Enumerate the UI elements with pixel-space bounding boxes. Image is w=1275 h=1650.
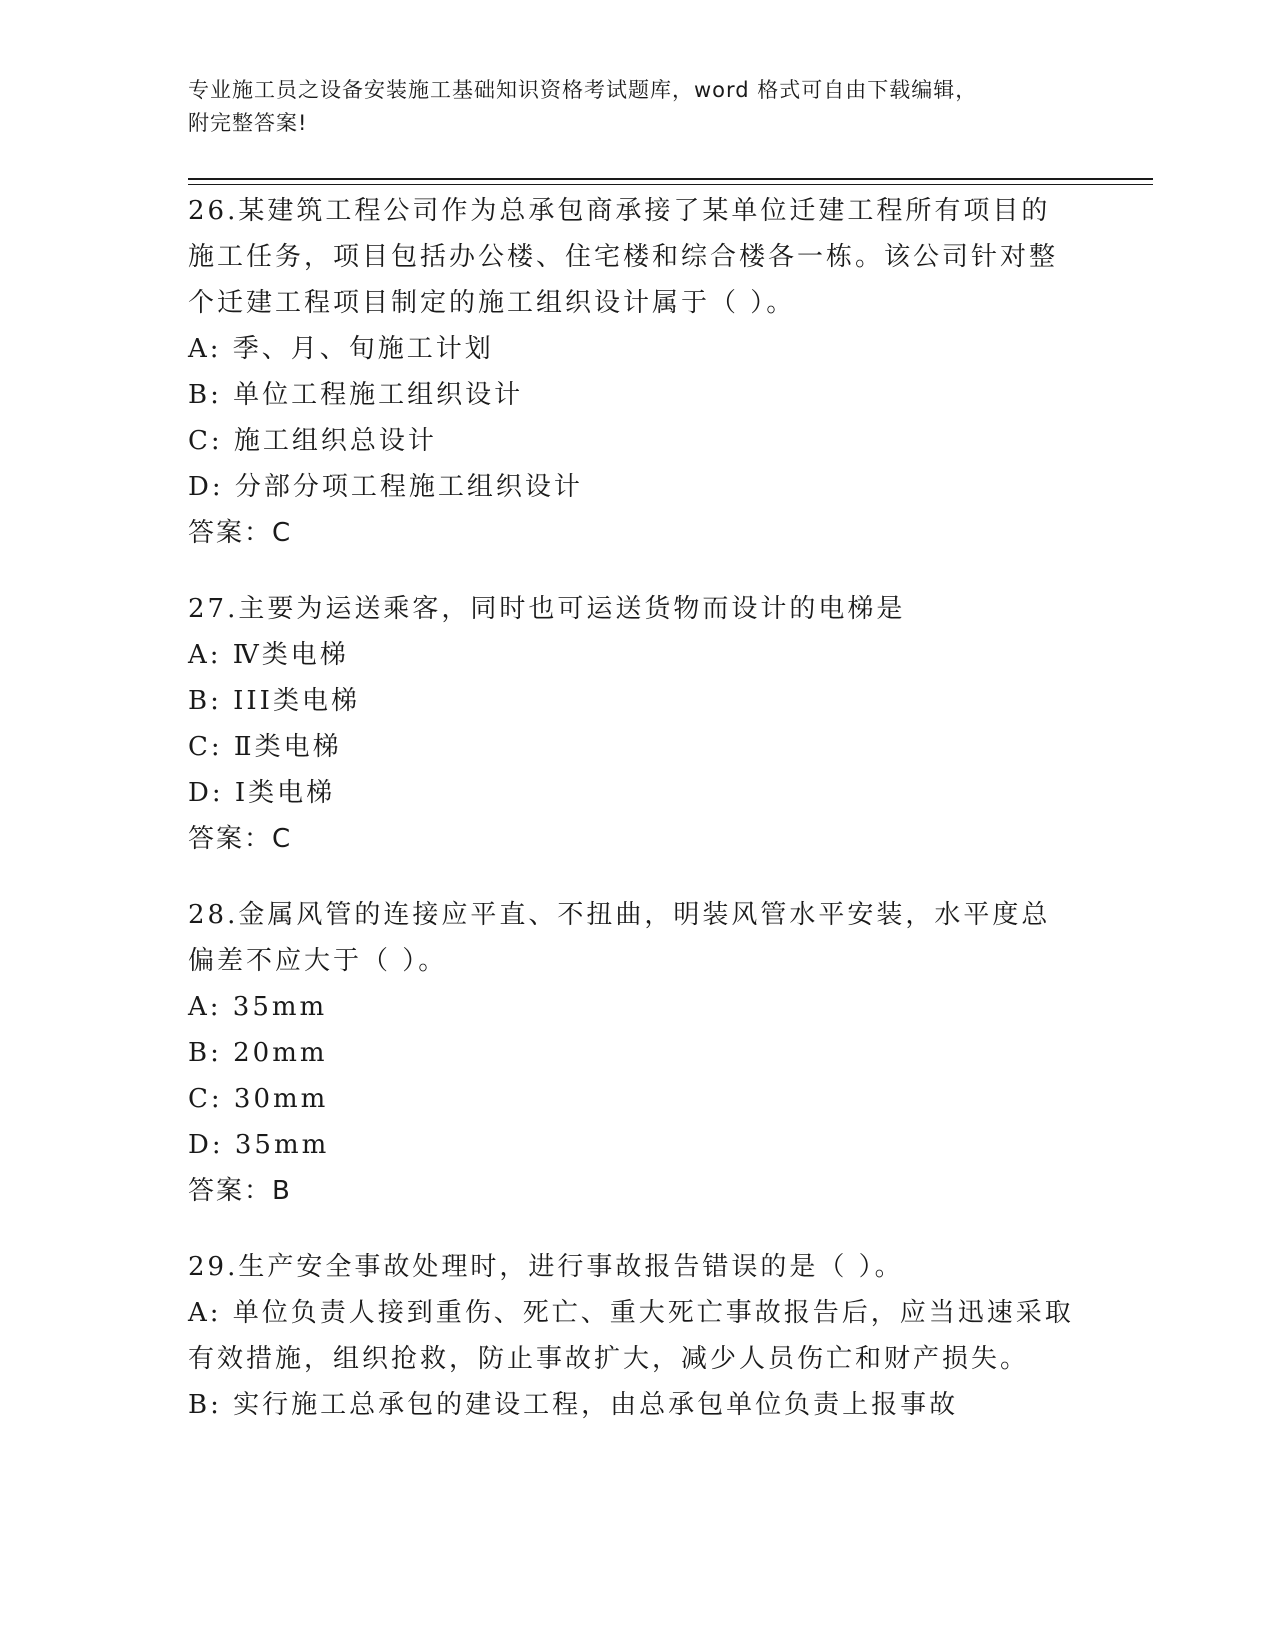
option-a: A: 单位负责人接到重伤、死亡、重大死亡事故报告后，应当迅速采取有效措施，组织抢救，防止事故扩大，减少人员伤亡和财产损失。 — [188, 1298, 1074, 1374]
option-a: A: 35mm — [188, 992, 328, 1022]
header-rule-thin — [188, 184, 1153, 185]
answer-line: 答案：C — [188, 518, 293, 548]
option-d: D: 35mm — [188, 1130, 330, 1160]
question-stem: 26.某建筑工程公司作为总承包商承接了某单位迁建工程所有项目的施工任务，项目包括办公楼、住宅楼和综合楼各一栋。该公司针对整个迁建工程项目制定的施工组织设计属于（ ）。 — [188, 196, 1059, 318]
option-c: C: 施工组织总设计 — [188, 426, 437, 456]
question-stem: 28.金属风管的连接应平直、不扭曲，明装风管水平安装，水平度总偏差不应大于（ ）。 — [188, 900, 1051, 976]
question-stem: 29.生产安全事故处理时，进行事故报告错误的是（ ）。 — [188, 1252, 904, 1282]
question-29 — [188, 1244, 1078, 1428]
option-b: B: 20mm — [188, 1038, 328, 1068]
option-b: B: 实行施工总承包的建设工程，由总承包单位负责上报事故 — [188, 1390, 959, 1420]
option-b: B: 单位工程施工组织设计 — [188, 380, 524, 410]
option-d: D: 分部分项工程施工组织设计 — [188, 472, 583, 502]
option-d: D: Ⅰ类电梯 — [188, 778, 336, 808]
option-b: B: III类电梯 — [188, 686, 360, 716]
option-c: C: Ⅱ类电梯 — [188, 732, 342, 762]
option-a: A: 季、月、旬施工计划 — [188, 334, 494, 364]
question-list — [188, 188, 1078, 1428]
answer-line: 答案：B — [188, 1176, 292, 1206]
document-header — [188, 74, 1068, 140]
question-28 — [188, 892, 1078, 1214]
question-26 — [188, 188, 1078, 556]
question-27 — [188, 586, 1078, 862]
answer-line: 答案：C — [188, 824, 293, 854]
header-line-2: 附完整答案! — [188, 111, 308, 135]
question-stem: 27.主要为运送乘客，同时也可运送货物而设计的电梯是 — [188, 594, 906, 624]
header-line-1: 专业施工员之设备安装施工基础知识资格考试题库，word 格式可自由下载编辑， — [188, 78, 978, 102]
header-rule-thick — [188, 178, 1153, 180]
option-c: C: 30mm — [188, 1084, 329, 1114]
option-a: A: Ⅳ类电梯 — [188, 640, 349, 670]
